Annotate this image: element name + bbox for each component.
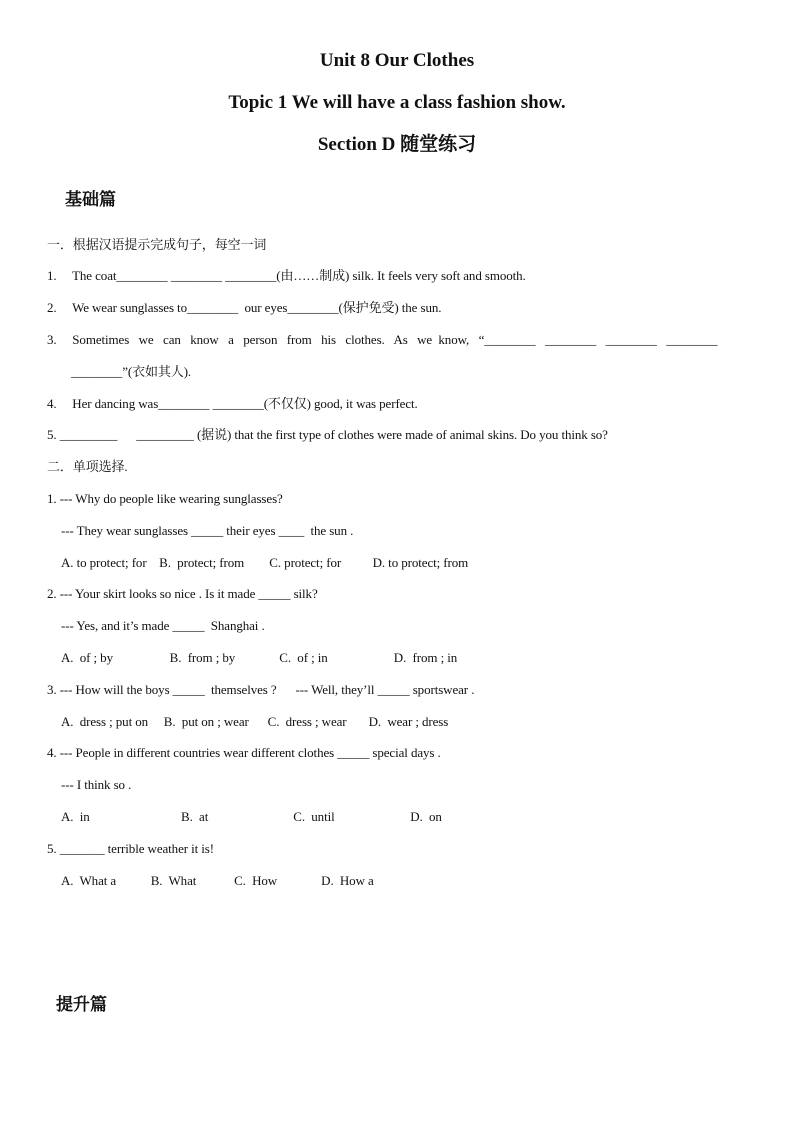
mc-q1-options: A. to protect; for B. protect; from C. protect; for D. to protect; from — [61, 555, 469, 570]
mc-q3: 3. --- How will the boys _____ themselves ? --- Well, they’ll _____ sportswear . — [47, 682, 475, 697]
mc-q1: 1. --- Why do people like wearing sunglasses? — [47, 491, 283, 506]
fill-item-5: 5. _________ _________ (据说) that the first type of clothes were made of animal skins. Do you think so? — [47, 427, 608, 442]
mc-q5: 5. _______ terrible weather it is! — [47, 841, 214, 856]
mc-q4-answer-line: --- I think so . — [61, 777, 132, 792]
advanced-heading: 提升篇 — [56, 995, 107, 1014]
fill-item-2: 2. We wear sunglasses to________ our eyes________(保护免受) the sun. — [47, 300, 442, 315]
mc-q3-options: A. dress ; put on B. put on ; wear C. dress ; wear D. wear ; dress — [61, 714, 449, 729]
mc-q5-options: A. What a B. What C. How D. How a — [61, 873, 374, 888]
mc-q4-options: A. in B. at C. until D. on — [61, 809, 442, 824]
section1-title: 一．根据汉语提示完成句子，每空一词 — [47, 237, 267, 252]
fill-item-4: 4. Her dancing was________ ________(不仅仅) good, it was perfect. — [47, 396, 418, 411]
unit-title: Unit 8 Our Clothes — [319, 50, 475, 71]
mc-q1-answer-line: --- They wear sunglasses _____ their eyes ____ the sun . — [61, 523, 354, 538]
fill-item-3-cont: ________”(衣如其人). — [71, 364, 192, 379]
mc-q2-answer-line: --- Yes, and it’s made _____ Shanghai . — [61, 618, 265, 633]
section2-title: 二．单项选择. — [47, 459, 128, 474]
mc-q4: 4. --- People in different countries wear different clothes _____ special days . — [47, 745, 441, 760]
topic-title: Topic 1 We will have a class fashion show. — [228, 92, 566, 113]
mc-q2: 2. --- Your skirt looks so nice . Is it made _____ silk? — [47, 586, 318, 601]
fill-item-1: 1. The coat________ ________ ________(由……制成) silk. It feels very soft and smooth. — [47, 268, 526, 283]
mc-q2-options: A. of ; by B. from ; by C. of ; in D. from ; in — [61, 650, 458, 665]
basic-heading: 基础篇 — [65, 190, 116, 209]
fill-item-3: 3. Sometimes we can know a person from his clothes. As we know, “________ ________ ________ ________ — [47, 332, 718, 347]
section-title: Section D 随堂练习 — [317, 134, 477, 155]
